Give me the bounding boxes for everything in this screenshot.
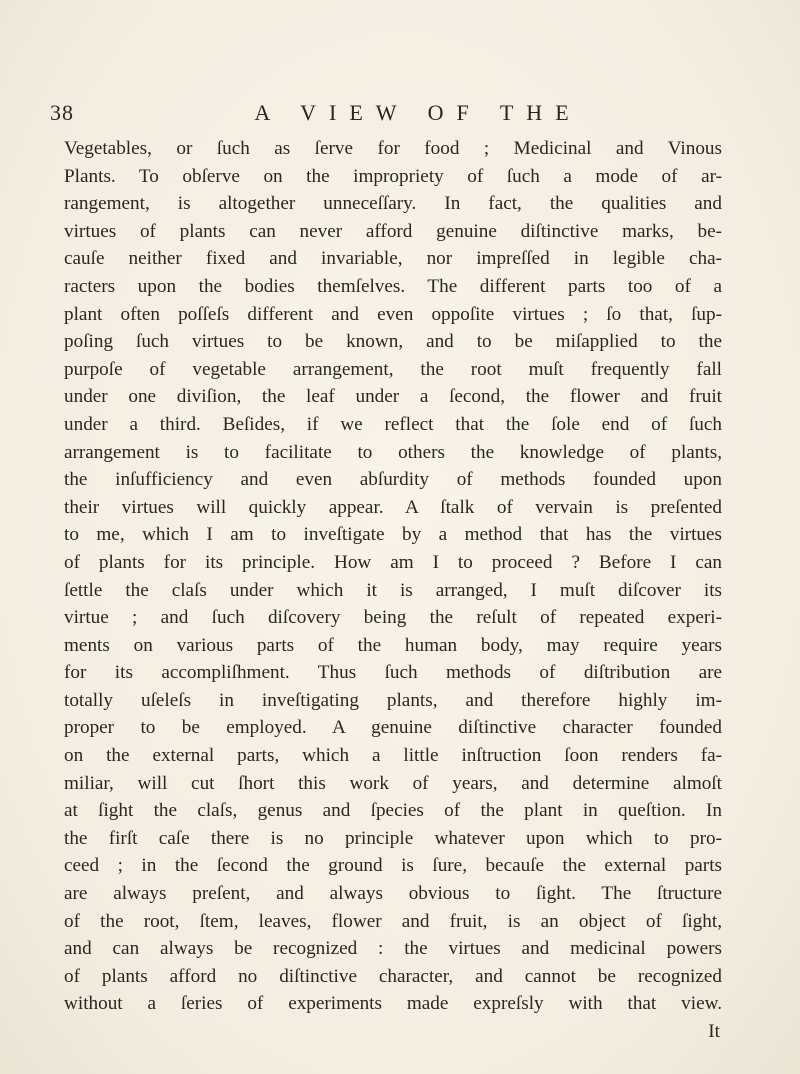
text-line: ceed ; in the ſecond the ground is ſure, becauſe the external parts bbox=[64, 855, 722, 877]
page-header bbox=[50, 100, 750, 130]
text-line: virtues of plants can never afford genuine diſtinctive marks, be- bbox=[64, 220, 722, 242]
text-line: under one diviſion, the leaf under a ſecond, the flower and fruit bbox=[64, 386, 722, 408]
body-text bbox=[64, 135, 722, 1018]
text-line: poſing ſuch virtues to be known, and to be miſapplied to the bbox=[64, 331, 722, 353]
text-line: without a ſeries of experiments made expreſsly with that view. bbox=[64, 993, 722, 1015]
catchword: It bbox=[708, 1021, 720, 1042]
text-line: miliar, will cut ſhort this work of years, and determine almoſt bbox=[64, 772, 722, 794]
text-line: rangement, is altogether unneceſſary. In fact, the qualities and bbox=[64, 193, 722, 215]
text-line: purpoſe of vegetable arrangement, the root muſt frequently fall bbox=[64, 358, 722, 380]
text-line: ſettle the claſs under which it is arranged, I muſt diſcover its bbox=[64, 579, 722, 601]
text-line: to me, which I am to inveſtigate by a method that has the virtues bbox=[64, 524, 722, 546]
text-line: Vegetables, or ſuch as ſerve for food ; Medicinal and Vinous bbox=[64, 138, 722, 159]
running-head: A VIEW OF THE bbox=[254, 100, 582, 125]
text-line: under a third. Beſides, if we reflect that the ſole end of ſuch bbox=[64, 413, 722, 435]
text-line: and can always be recognized : the virtues and medicinal powers bbox=[64, 938, 722, 960]
text-line: virtue ; and ſuch diſcovery being the reſult of repeated experi- bbox=[64, 607, 722, 629]
text-line: at ſight the claſs, genus and ſpecies of the plant in queſtion. In bbox=[64, 800, 722, 822]
text-line: racters upon the bodies themſelves. The different parts too of a bbox=[64, 275, 722, 297]
text-line: for its accompliſhment. Thus ſuch methods of diſtribution are bbox=[64, 662, 722, 684]
text-line: of the root, ſtem, leaves, flower and fruit, is an object of ſight, bbox=[64, 910, 722, 932]
text-line: arrangement is to facilitate to others the knowledge of plants, bbox=[64, 441, 722, 463]
text-line: cauſe neither fixed and invariable, nor impreſſed in legible cha- bbox=[64, 248, 722, 270]
text-line: plant often poſſeſs different and even oppoſite virtues ; ſo that, ſup- bbox=[64, 303, 722, 325]
text-line: the inſufficiency and even abſurdity of methods founded upon bbox=[64, 469, 722, 491]
text-line: their virtues will quickly appear. A ſtalk of vervain is preſented bbox=[64, 496, 722, 518]
page-number: 38 bbox=[50, 100, 74, 125]
text-line: Plants. To obſerve on the impropriety of ſuch a mode of ar- bbox=[64, 165, 722, 187]
text-line: are always preſent, and always obvious to ſight. The ſtructure bbox=[64, 883, 722, 905]
text-line: on the external parts, which a little inſtruction ſoon renders fa- bbox=[64, 745, 722, 767]
text-line: of plants for its principle. How am I to proceed ? Before I can bbox=[64, 551, 722, 573]
text-line: proper to be employed. A genuine diſtinctive character founded bbox=[64, 717, 722, 739]
text-line: the firſt caſe there is no principle whatever upon which to pro- bbox=[64, 827, 722, 849]
text-line: of plants afford no diſtinctive character, and cannot be recognized bbox=[64, 965, 722, 987]
text-line: ments on various parts of the human body, may require years bbox=[64, 634, 722, 656]
text-line: totally uſeleſs in inveſtigating plants, and therefore highly im- bbox=[64, 689, 722, 711]
